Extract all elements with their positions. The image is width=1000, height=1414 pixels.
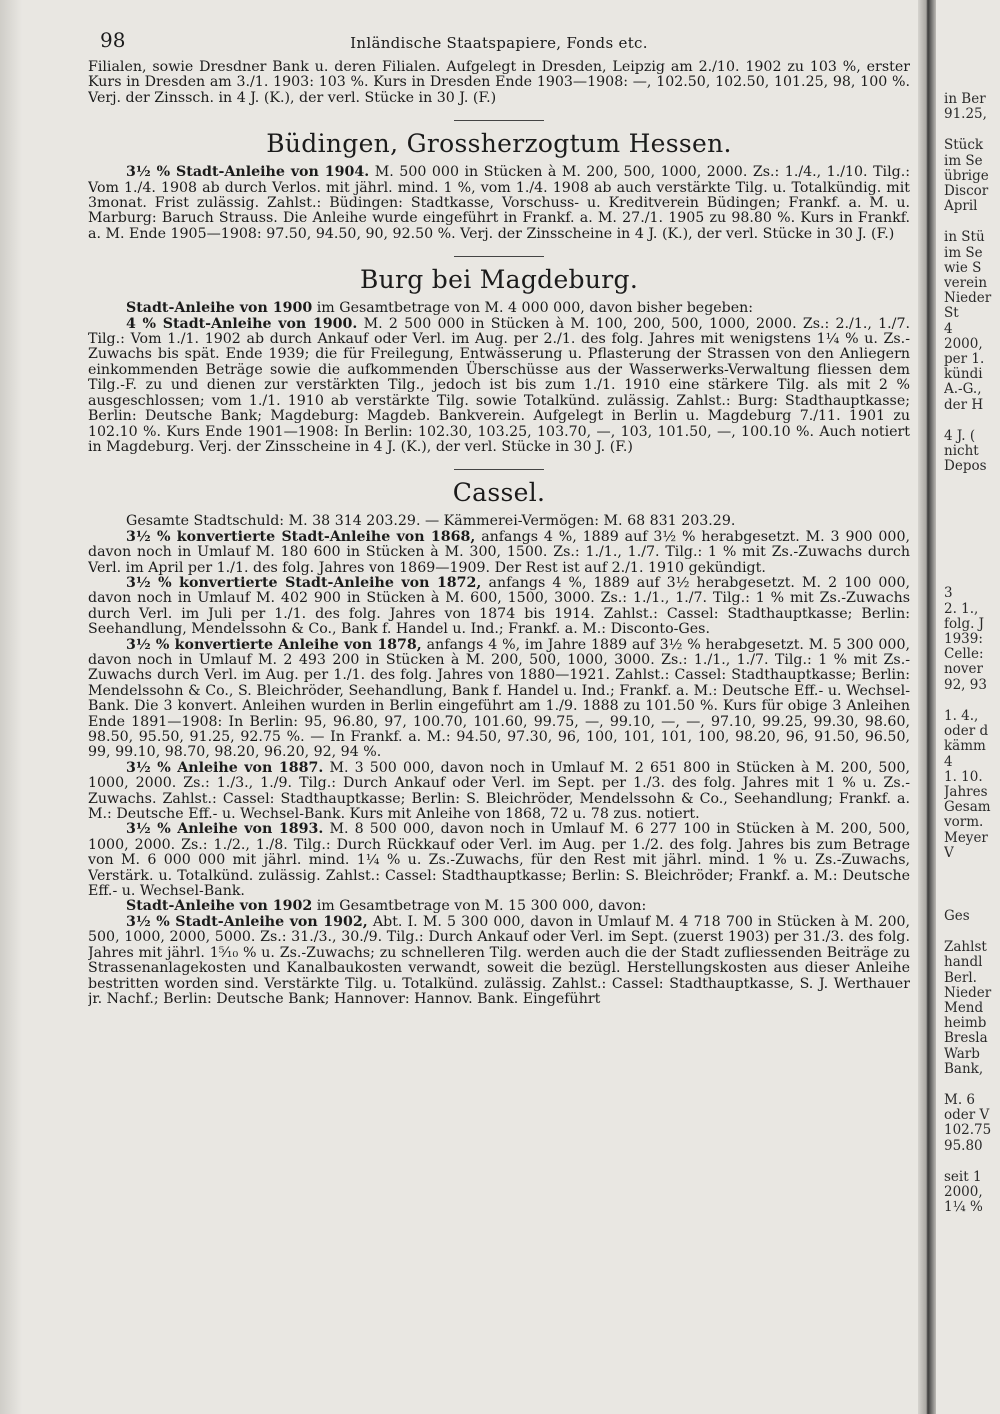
loan-heading: 4 % Stadt-Anleihe von 1900. (126, 315, 358, 332)
fragment-gap (944, 490, 1000, 506)
burg-paragraph-1 (88, 301, 910, 316)
adjacent-text-fragment: wie S (944, 259, 982, 276)
adjacent-text-fragment: Bank, (944, 1060, 984, 1077)
adjacent-text-fragment: oder V (944, 1107, 990, 1124)
adjacent-text-fragment: Berl. (944, 969, 977, 986)
adjacent-text-fragment: Nieder (944, 984, 992, 1001)
cassel-loan-1902-part-1 (88, 915, 910, 1007)
adjacent-text-fragment: 1. 10. (944, 768, 983, 785)
loan-heading: 3½ % Stadt-Anleihe von 1904. (126, 164, 370, 181)
adjacent-text-fragment: Gesam (944, 799, 991, 816)
adjacent-text-fragment: April (944, 198, 978, 215)
section-title-burg: Burg bei Magdeburg. (359, 265, 639, 295)
adjacent-text-fragment: M. 6 (944, 1091, 975, 1108)
loan-text: Abt. I. M. 5 300 000, davon in Umlauf M. 4 718 700 in Stücken à M. 200, 500, 1000, 2000, 5000. Zs.: 31./3., 30./9. Tilg.: Durch Ankauf oder Verl. im Sept. (zuerst 1903) per 31./3. des folg. Jahres mit jährl. 1⁵⁄₁₀ % u. Zs.-Zuwachs; zu schnelleren Tilg. werden auch die der Stadt zufliessenden Beiträge zu Strassenanlagekosten und Kanalbaukosten verwandt, soweit die bezügl. Herstellungskosten aus dieser Anleihe bestritten worden sind. Verstärkte Tilg. u. Totalkünd. zulässig. Zahlst.: Cassel: Stadthauptkasse, S. J. Werthauer jr. Nachf.; Berlin: Deutsche Bank; Hannover: Hannov. Bank. Eingeführt (88, 913, 910, 1007)
fragment-gap (944, 554, 1000, 570)
loan-heading: 3½ % Anleihe von 1887. (126, 759, 324, 776)
adjacent-text-fragment: kündi (944, 366, 983, 383)
cassel-loan-1887 (88, 761, 910, 823)
fragment-gap (944, 122, 1000, 138)
cassel-loan-1868 (88, 530, 910, 576)
loan-text: M. 2 500 000 in Stücken à M. 100, 200, 500, 1000, 2000. Zs.: 2./1., 1./7. Tilg.: Vom 1./1. 1902 ab durch Ankauf oder Verl. im Aug. per 2./1. des folg. Jahres mit wenigstens 1¼ % u. Zs.-Zuwachs bis spät. Ende 1939; die für Freilegung, Entwässerung u. Pflasterung der Strassen von den Anliegern einkommenden Beträge sowie die aufkommenden Überschüsse aus der Wasserwerks-Verwaltung fliessen dem Tilg.-F. zu und dienen zur verstärkten Tilg., jedoch ist bis zum 1./1. 1910 eine stärkere Tilg. als mit 2 % ausgeschlossen; vom 1./1. 1910 ab verstärkte Tilg. sowie Totalkünd. zulässig. Zahlst.: Burg: Stadthauptkasse; Berlin: Deutsche Bank; Magdeburg: Magdeb. Bankverein. Aufgelegt in Berlin u. Magdeburg 7./11. 1901 zu 102.10 %. Kurs Ende 1901—1908: In Berlin: 102.30, 103.25, 103.70, —, 103, 101.50, —, 100.10 %. Auch notiert in Magdeburg. Verj. der Zinsscheine in 4 J. (K.), der verl. Stücke in 30 J. (F.) (88, 315, 910, 455)
adjacent-text-fragment: Jahres (944, 783, 988, 800)
section-divider (454, 256, 544, 257)
fragment-gap (944, 877, 1000, 893)
adjacent-text-fragment: 4 J. ( (944, 427, 976, 444)
adjacent-text-fragment: oder d (944, 723, 989, 740)
fragment-gap (944, 522, 1000, 538)
loan-heading: Stadt-Anleihe von 1902 (126, 898, 313, 915)
adjacent-text-fragment: Stück (944, 137, 984, 154)
intro-paragraph: Filialen, sowie Dresdner Bank u. deren Filialen. Aufgelegt in Dresden, Leipzig am 2./10. 1902 zu 103 %, erster Kurs in Dresden am 3./1. 1903: 103 %. Kurs in Dresden Ende 1903—1908: —, 102.50, 102.50, 101.25, 98, 100 %. Verj. der Zinssch. in 4 J. (K.), der verl. Stücke in 30 J. (F.) (88, 59, 910, 106)
adjacent-text-fragment: 91.25, (944, 106, 987, 123)
loan-heading: Stadt-Anleihe von 1900 (126, 300, 313, 317)
adjacent-text-fragment: 1¼ % (944, 1199, 983, 1216)
adjacent-text-fragment: in Ber (944, 92, 986, 107)
adjacent-text-fragment: nover (944, 661, 983, 678)
cassel-loan-1872 (88, 576, 910, 638)
section-cassel (88, 478, 910, 1007)
adjacent-text-fragment: 3 (944, 585, 953, 602)
scan-edge (0, 0, 22, 1414)
adjacent-text-fragment: verein (944, 275, 988, 292)
adjacent-text-fragment: Celle: (944, 646, 984, 663)
loan-text: M. 500 000 in Stücken à M. 200, 500, 1000, 2000. Zs.: 1./4., 1./10. Tilg.: Vom 1./4. 1908 ab durch Verlos. mit jährl. mind. 1 %, vom 1./4. 1908 ab auch verstärkte Tilg. u. Totalkündig. mit 3monat. Frist zulässig. Zahlst.: Büdingen: Stadtkasse, Vorschuss- u. Kreditverein Büdingen; Frankf. a. M. u. Marburg: Baruch Strauss. Die Anleihe wurde eingeführt in Frankf. a. M. 27./1. 1905 zu 98.80 %. Kurs in Frankf. a. M. Ende 1905—1908: 97.50, 94.50, 90, 92.50 %. Verj. der Zinsscheine in 4 J. (K.), der verl. Stücke in 30 J. (F.) (88, 164, 910, 242)
running-title: Inländische Staatspapiere, Fonds etc. (350, 34, 648, 52)
adjacent-text-fragment: 1. 4., (944, 707, 979, 724)
adjacent-text-fragment: Ges (944, 907, 970, 924)
adjacent-text-fragment: Bresla (944, 1030, 988, 1047)
adjacent-text-fragment: Mend (944, 999, 984, 1016)
adjacent-text-fragment: im Se (944, 152, 983, 169)
section-buedingen (88, 129, 910, 242)
section-divider (454, 120, 544, 121)
cassel-debt-line: Gesamte Stadtschuld: M. 38 314 203.29. — Kämmerei-Vermögen: M. 68 831 203.29. (126, 513, 736, 530)
adjacent-text-fragment: Zahlst (944, 939, 987, 956)
fragment-gap (944, 1154, 1000, 1170)
adjacent-text-fragment: seit 1 (944, 1168, 982, 1185)
fragment-gap (944, 214, 1000, 230)
loan-text: M. 3 500 000, davon noch in Umlauf M. 2 651 800 in Stücken à M. 200, 500, 1000, 2000. Zs.: 1./3., 1./9. Tilg.: Durch Ankauf oder Verl. im Sept. per 1./3. des folg. Jahres mit 1 % u. Zs.-Zuwachs. Zahlst.: Cassel: Stadthauptkasse; Berlin: S. Bleichröder, Mendelssohn & Co., Seehandlung; Frankf. a. M.: Deutsche Eff.- u. Wechsel-Bank. Kurs mit Anleihe von 1868, 72 u. 78 zus. notiert. (88, 759, 910, 823)
adjacent-text-fragment: per 1. (944, 351, 985, 368)
loan-heading: 3½ % Stadt-Anleihe von 1902, (126, 913, 368, 930)
fragment-gap (944, 538, 1000, 554)
adjacent-text-fragment: heimb (944, 1015, 987, 1032)
page-number: 98 (100, 28, 126, 52)
running-head (88, 24, 910, 60)
adjacent-text-fragment: Depos (944, 458, 987, 475)
adjacent-text-fragment: nicht (944, 443, 979, 460)
adjacent-text-fragment: Warb (944, 1045, 980, 1062)
adjacent-text-fragment: kämm (944, 738, 986, 755)
fragment-gap (944, 924, 1000, 940)
adjacent-text-fragment: 1939: (944, 631, 983, 648)
loan-heading: 3½ % konvertierte Anleihe von 1878, (126, 636, 422, 653)
section-title-buedingen: Büdingen, Grossherzogtum Hessen. (266, 129, 732, 159)
adjacent-text-fragment: 2. 1., (944, 600, 979, 617)
loan-heading: 3½ % konvertierte Stadt-Anleihe von 1872, (126, 574, 482, 591)
loan-heading: 3½ % Anleihe von 1893. (126, 821, 324, 838)
fragment-gap (944, 1077, 1000, 1093)
adjacent-text-fragment: Discor (944, 183, 989, 200)
adjacent-text-fragment: 95.80 (944, 1137, 983, 1154)
adjacent-text-fragment: V (944, 844, 954, 861)
fragment-gap (944, 413, 1000, 429)
cassel-loan-1878 (88, 638, 910, 761)
loan-text: im Gesamtbetrage von M. 4 000 000, davon bisher begeben: (316, 300, 754, 317)
adjacent-text-fragment: 4 (944, 753, 953, 770)
section-divider (454, 469, 544, 470)
fragment-gap (944, 693, 1000, 709)
section-title-cassel: Cassel. (452, 478, 546, 508)
adjacent-text-fragment: vorm. (944, 814, 984, 831)
adjacent-text-fragment: Nieder (944, 290, 992, 307)
adjacent-text-fragment: übrige (944, 167, 989, 184)
cassel-loan-1902 (88, 899, 910, 914)
adjacent-text-fragment: 92, 93 (944, 676, 987, 693)
adjacent-page-fragments (944, 92, 1000, 1392)
adjacent-text-fragment: A.-G., (944, 381, 982, 398)
section-burg (88, 265, 910, 455)
adjacent-text-fragment: handl (944, 954, 983, 971)
adjacent-text-fragment: 2000, (944, 335, 983, 352)
loan-text: anfangs 4 %, 1889 auf 3½ herabgesetzt. M. 2 100 000, davon noch in Umlauf M. 402 900 in Stücken à M. 600, 1500, 3000. Zs.: 1./1., 1./7. Tilg.: 1 % mit Zs.-Zuwachs durch Verl. im Juli per 1./1. des folg. Jahres von 1874 bis 1914. Zahlst.: Cassel: Stadthauptkasse; Berlin: Seehandlung, Mendelssohn & Co., Bank f. Handel u. Ind.; Frankf. a. M.: Disconto-Ges. (88, 574, 910, 638)
loan-text: anfangs 4 %, im Jahre 1889 auf 3½ % herabgesetzt. M. 5 300 000, davon noch in Umlauf M. 2 493 200 in Stücken à M. 200, 500, 1000, 3000. Zs.: 1./1., 1./7. Tilg.: 1 % mit Zs.-Zuwachs durch Verl. im Aug. per 1./1. des folg. Jahres von 1880—1921. Zahlst.: Cassel: Stadthauptkasse; Berlin: Mendelssohn & Co., S. Bleichröder, Seehandlung, Bank f. Handel u. Ind.; Frankf. a. M.: Deutsche Eff.- u. Wechsel-Bank. Die 3 konvert. Anleihen wurden in Berlin eingeführt am 1./9. 1888 zu 101.50 %. Kurs für obige 3 Anleihen Ende 1891—1908: In Berlin: 95, 96.80, 97, 100.70, 101.60, 99.75, —, 99.10, —, —, 97.10, 99.25, 99.30, 98.60, 98.50, 95.50, 91.25, 92.75 %. — In Frankf. a. M.: 94.50, 97.30, 96, 100, 101, 101, 100, 98.20, 96, 91.50, 96.50, 99, 99.10, 98.70, 98.20, 96.20, 92, 94 %. (88, 636, 910, 761)
adjacent-text-fragment: im Se (944, 244, 983, 261)
fragment-gap (944, 861, 1000, 877)
adjacent-text-fragment: in Stü (944, 229, 985, 246)
fragment-gap (944, 506, 1000, 522)
loan-text: anfangs 4 %, 1889 auf 3½ % herabgesetzt. M. 3 900 000, davon noch in Umlauf M. 180 600 in Stücken à M. 300, 1500. Zs.: 1./1., 1./7. Tilg.: 1 % mit Zs.-Zuwachs durch Verl. im April per 1./1. des folg. Jahres von 1869—1909. Der Rest ist auf 2./1. 1910 gekündigt. (88, 528, 910, 576)
loan-text: M. 8 500 000, davon noch in Umlauf M. 6 277 100 in Stücken à M. 200, 500, 1000, 2000. Zs.: 1./2., 1./8. Tilg.: Durch Rückkauf oder Verl. im Aug. per 1./2. des folg. Jahres bis zum Betrage von M. 6 000 000 mit jährl. mind. 1¼ % u. Zs.-Zuwachs, für den Rest mit jährl. mind. 1 % u. Zs.-Zuwachs, Verstärk. u. Totalkünd. zulässig. Zahlst.: Cassel: Stadthauptkasse; Berlin: S. Bleichröder; Frankf. a. M.: Deutsche Eff.- u. Wechsel-Bank. (88, 821, 910, 900)
adjacent-text-fragment: folg. J (944, 615, 985, 632)
adjacent-text-fragment: 2000, (944, 1183, 983, 1200)
buedingen-paragraph (88, 165, 910, 242)
burg-paragraph-2 (88, 317, 910, 456)
cassel-loan-1893 (88, 822, 910, 899)
fragment-gap (944, 474, 1000, 490)
book-gutter (918, 0, 936, 1414)
adjacent-text-fragment: der H (944, 396, 984, 413)
adjacent-text-fragment: 102.75 (944, 1122, 992, 1139)
adjacent-text-fragment: St (944, 305, 959, 322)
adjacent-text-fragment: Meyer (944, 829, 988, 846)
loan-text: im Gesamtbetrage von M. 15 300 000, davon: (316, 898, 647, 915)
fragment-gap (944, 893, 1000, 909)
document-page (88, 24, 910, 1404)
fragment-gap (944, 570, 1000, 586)
loan-heading: 3½ % konvertierte Stadt-Anleihe von 1868, (126, 528, 476, 545)
adjacent-text-fragment: 4 (944, 320, 953, 337)
